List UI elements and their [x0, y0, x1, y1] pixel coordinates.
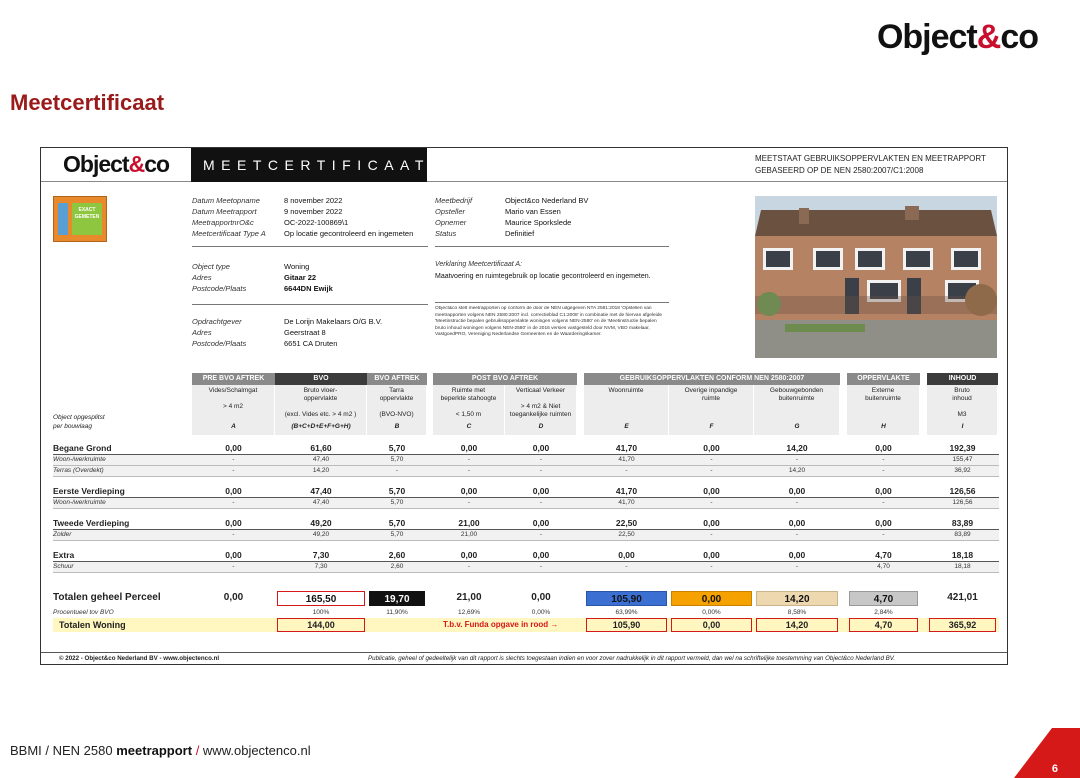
table-cell: -: [710, 499, 713, 506]
table-cell: -: [232, 467, 235, 474]
table-cell: 5,70: [390, 499, 404, 506]
table-cell: 155,47: [952, 456, 973, 463]
table-cell: 0,00: [532, 550, 550, 560]
opdrachtgever-value: De Lorijn Makelaars O/G B.V.: [284, 317, 383, 326]
table-cell: -: [625, 467, 628, 474]
subheader-col-6: Overige inpandige ruimte: [669, 385, 753, 435]
totals-cell: 0,00: [531, 592, 551, 603]
table-cell: -: [232, 499, 235, 506]
opdrachtgever-value: 6651 CA Druten: [284, 339, 338, 348]
table-cell: -: [710, 531, 713, 538]
subheader-col-7: Gebouwgebonden buitenruimte: [754, 385, 839, 435]
cert-brand-amp: &: [128, 151, 145, 177]
meta-right-value: Definitief: [505, 229, 535, 238]
table-row: [53, 530, 999, 540]
table-cell: -: [539, 563, 543, 570]
table-cell: -: [882, 531, 885, 538]
woning-cell: 14,20: [756, 618, 838, 632]
object-info: [192, 261, 432, 295]
row-name: Zolder: [53, 531, 72, 538]
totals-row: [53, 590, 999, 606]
table-cell: 18,18: [951, 550, 974, 560]
percentage-cell: 12,69%: [457, 609, 481, 616]
meta-right-label: Opnemer: [435, 218, 467, 227]
table-cell: 4,70: [877, 563, 890, 570]
table-cell: 83,89: [951, 518, 974, 528]
table-cell: 21,00: [458, 518, 480, 528]
column-letter: E: [624, 423, 629, 430]
meta-right-value: Mario van Essen: [505, 207, 561, 216]
meta-right-label: Opsteller: [435, 207, 466, 216]
totals-cell: 421,01: [947, 592, 978, 603]
table-cell: 0,00: [532, 486, 550, 496]
object-split-label: Object opgesplitst: [53, 414, 105, 421]
group-pre-bvo-aftrek: PRE BVO AFTREK: [192, 373, 275, 385]
table-cell: -: [539, 499, 543, 506]
woning-bvo-cell: 144,00: [277, 618, 365, 632]
table-cell: 0,00: [225, 486, 242, 496]
percentage-cell: 63,99%: [615, 609, 638, 616]
group-gebruiksoppervlakten: GEBRUIKSOPPERVLAKTEN CONFORM NEN 2580:2007: [584, 373, 840, 385]
totals-cell: 4,70: [849, 591, 918, 606]
table-cell: 126,56: [952, 499, 973, 506]
copyright-text: © 2022 - Object&co Nederland BV - www.objectenco.nl: [59, 655, 220, 662]
table-cell: 0,00: [703, 486, 720, 496]
group-post-bvo-aftrek: POST BVO AFTREK: [433, 373, 577, 385]
totals-label: Totalen geheel Perceel: [53, 592, 161, 603]
table-cell: -: [795, 531, 799, 538]
totals-cell: 165,50: [277, 591, 365, 606]
table-cell: -: [795, 563, 799, 570]
disclaimer-text: Object&co stelt meetrapporten op conform de door de NEN uitgegeven NTA 2581:2018 'Opstellen van meetrapporten volgens NEN 2580:2007 incl. correctieblad C1:2008' in combinatie met de hiervan afgeleide 'Meetinstructie bepalen gebruiksoppervlakte woningen volgens NEN-2580' en de 'Meetinstructie bepalen bruto inhoud woningen volgens NEN-2580' in de 2016 versies vastgesteld door NVM, VBO makelaar, VastgoedPRO, Vereniging Nederlandse Gemeenten en de Waarderingskamer.: [435, 306, 663, 338]
row-name: Tweede Verdieping: [53, 518, 130, 528]
cert-brand-co: co: [144, 151, 170, 177]
table-row: [53, 562, 999, 572]
corner-triangle-icon: [1014, 728, 1080, 778]
table-row: [53, 455, 999, 465]
percentage-label: Procentueel tov BVO: [53, 609, 114, 616]
table-cell: 83,89: [954, 531, 971, 538]
meta-left: [192, 195, 432, 241]
column-letter: A: [231, 423, 236, 430]
footer-link[interactable]: www.objectenco.nl: [202, 743, 311, 758]
row-name: Begane Grond: [53, 443, 112, 453]
object-label: Object type: [192, 262, 230, 271]
row-name: Eerste Verdieping: [53, 486, 125, 496]
totals-cell: 105,90: [586, 591, 667, 606]
meta-left-value: OC-2022-100869\1: [284, 218, 349, 227]
table-cell: -: [710, 456, 713, 463]
page-footer: [10, 743, 311, 758]
meta-left-value: 8 november 2022: [284, 196, 343, 205]
row-separator: [53, 476, 999, 477]
object-value: Woning: [284, 262, 310, 271]
table-cell: 22,50: [615, 518, 638, 528]
column-letter: G: [794, 423, 800, 430]
column-letter: F: [709, 423, 714, 430]
table-cell: 47,40: [312, 499, 330, 506]
footer-part2: meetrapport: [116, 743, 193, 758]
table-cell: -: [232, 531, 235, 538]
table-cell: 14,20: [786, 443, 808, 453]
woning-cell: 105,90: [586, 618, 667, 632]
object-label: Postcode/Plaats: [192, 284, 247, 293]
table-cell: -: [539, 456, 543, 463]
percentage-cell: 2,84%: [874, 609, 893, 616]
table-cell: 0,00: [618, 550, 635, 560]
meta-left-value: 9 november 2022: [284, 207, 343, 216]
row-name: Schuur: [53, 563, 74, 570]
table-cell: -: [882, 467, 885, 474]
table-cell: 0,00: [532, 518, 550, 528]
row-name: Extra: [53, 550, 75, 560]
meta-right: [435, 195, 665, 241]
row-name: Woon-/werkruimte: [53, 499, 106, 506]
table-cell: -: [395, 467, 399, 474]
percentage-cell: 8,58%: [787, 609, 807, 616]
table-cell: -: [467, 456, 471, 463]
meta-right-value: Object&co Nederland BV: [505, 196, 589, 205]
totals-cell: 14,20: [756, 591, 838, 606]
table-cell: 0,00: [225, 518, 242, 528]
publication-notice: Publicatie, geheel of gedeeltelijk van dit rapport is slechts toegestaan indien en voor zover nadrukkelijk in dit rapport vermeld, dan wel na schriftelijke toestemming van Object&co Nederland BV.: [368, 655, 896, 662]
exact-gemeten-badge-icon: [53, 196, 107, 242]
per-floor-label: per bouwlaag: [53, 423, 93, 430]
group-bvo: BVO: [275, 373, 367, 385]
table-row: [53, 498, 999, 508]
column-letter: I: [961, 423, 964, 430]
verklaring-text: Maatvoering en ruimtegebruik op locatie gecontroleerd en ingemeten.: [435, 273, 651, 280]
brand-word: Object: [876, 18, 977, 56]
table-cell: 49,20: [310, 518, 332, 528]
table-cell: -: [539, 531, 543, 538]
table-cell: 0,00: [875, 518, 892, 528]
table-cell: 0,00: [875, 443, 892, 453]
opdrachtgever-value: Geerstraat 8: [284, 328, 326, 337]
table-cell: 0,00: [703, 443, 720, 453]
cert-brand-word: Object: [63, 151, 129, 177]
table-cell: -: [467, 563, 471, 570]
table-cell: 0,00: [788, 486, 806, 496]
woning-cell: 365,92: [929, 618, 996, 632]
table-cell: 41,70: [618, 499, 635, 506]
badge-label: EXACT GEMETEN: [72, 203, 102, 235]
opdrachtgever-label: Opdrachtgever: [192, 317, 242, 326]
house-photo: [755, 196, 997, 358]
opdrachtgever-info: [192, 316, 432, 350]
subheader-col-9: Bruto inhoud M3: [927, 385, 997, 435]
table-cell: -: [882, 499, 885, 506]
table-cell: 0,00: [875, 486, 892, 496]
table-cell: 18,18: [954, 563, 971, 570]
certificate-banner: MEETCERTIFICAAT: [191, 148, 427, 182]
table-cell: 49,20: [312, 531, 330, 538]
totals-cell: 19,70: [369, 591, 425, 606]
table-cell: 126,56: [949, 486, 976, 496]
column-letter: (B+C+D+E+F+G+H): [291, 423, 351, 430]
meta-right-label: Status: [435, 229, 457, 238]
table-row: [53, 517, 999, 529]
table-cell: 0,00: [703, 518, 720, 528]
row-separator: [53, 572, 999, 573]
table-cell: 0,00: [788, 550, 806, 560]
totalen-woning-row: [53, 618, 999, 632]
subheader-col-4: Verticaal Verkeer > 4 m2 & Niet toegankelijke ruimten: [505, 385, 576, 435]
column-letter: C: [466, 423, 472, 430]
subheader-col-0: Vides/Schalmgat > 4 m2: [192, 385, 274, 435]
verklaring-label: Verklaring Meetcertificaat A:: [435, 261, 523, 268]
table-cell: 22,50: [618, 531, 635, 538]
totals-cell: 0,00: [223, 592, 244, 603]
totals-cell: 0,00: [671, 591, 752, 606]
table-cell: 14,20: [788, 467, 806, 474]
subheader-col-1: Bruto vloer- oppervlakte (excl. Vides etc. > 4 m2 ): [275, 385, 366, 435]
table-row: [53, 485, 999, 497]
subheader-col-3: Ruimte met beperkte stahoogte < 1,50 m: [433, 385, 504, 435]
object-value: 6644DN Ewijk: [284, 284, 333, 293]
table-row: [53, 466, 999, 476]
meta-left-label: Meetcertificaat Type A: [192, 229, 266, 238]
table-cell: 0,00: [460, 443, 478, 453]
woning-cell: 4,70: [849, 618, 918, 632]
table-cell: 5,70: [388, 486, 406, 496]
table-cell: 14,20: [312, 467, 330, 474]
meta-left-label: Datum Meetopname: [192, 196, 260, 205]
meta-right-value: Maurice Sporkslede: [505, 218, 572, 227]
table-cell: 0,00: [703, 550, 720, 560]
table-cell: -: [232, 456, 235, 463]
table-cell: 0,00: [460, 550, 478, 560]
table-cell: 0,00: [460, 486, 478, 496]
subheader-col-8: Externe buitenruimte: [847, 385, 919, 435]
table-cell: -: [710, 467, 713, 474]
table-cell: 2,60: [390, 563, 404, 570]
percentage-cell: 11,90%: [386, 609, 408, 616]
table-cell: -: [467, 499, 471, 506]
subheader-col-2: Tarra oppervlakte (BVO-NVO): [367, 385, 426, 435]
row-name: Terras (Overdekt): [53, 467, 104, 474]
woning-cell: 0,00: [671, 618, 752, 632]
page-title: Meetcertificaat: [10, 90, 165, 115]
meta-right-label: Meetbedrijf: [435, 196, 473, 205]
subheader-col-5: Woonruimte: [584, 385, 668, 435]
table-cell: -: [625, 563, 628, 570]
table-cell: 7,30: [312, 550, 330, 560]
opdrachtgever-label: Postcode/Plaats: [192, 339, 247, 348]
table-cell: 2,60: [388, 550, 406, 560]
table-cell: 0,00: [788, 518, 806, 528]
totalen-woning-label: Totalen Woning: [59, 620, 126, 630]
table-cell: 41,70: [618, 456, 635, 463]
table-cell: -: [882, 456, 885, 463]
divider: [192, 304, 428, 305]
column-letter: B: [394, 423, 400, 430]
table-cell: 61,60: [310, 443, 332, 453]
table-cell: 47,40: [312, 456, 330, 463]
row-name: Woon-/werkruimte: [53, 456, 106, 463]
meta-left-label: Datum Meetrapport: [192, 207, 257, 216]
table-cell: -: [795, 456, 799, 463]
percentage-cell: 0,00%: [702, 609, 721, 616]
column-letter: D: [538, 423, 544, 430]
table-cell: -: [539, 467, 543, 474]
group-inhoud: INHOUD: [927, 373, 998, 385]
brand-co: co: [1000, 18, 1038, 56]
table-cell: 47,40: [310, 486, 332, 496]
opdrachtgever-label: Adres: [192, 328, 212, 337]
brand-amp: &: [976, 18, 1001, 56]
table-cell: 21,00: [460, 531, 478, 538]
table-cell: 41,70: [615, 443, 638, 453]
certificate-footer: [41, 652, 1007, 662]
badge-stripe: [58, 203, 68, 235]
row-separator: [53, 540, 999, 541]
certificate-logo: [63, 151, 169, 178]
certificate-subtitle: MEETSTAAT GEBRUIKSOPPERVLAKTEN EN MEETRAPPORT GEBASEERD OP DE NEN 2580:2007/C1:2008: [755, 154, 986, 175]
table-cell: -: [467, 467, 471, 474]
meta-left-label: MeetrapportnrO&c: [192, 218, 254, 227]
table-cell: -: [795, 499, 799, 506]
table-row: [53, 442, 999, 454]
row-separator: [53, 508, 999, 509]
funda-note: T.b.v. Funda opgave in rood →: [443, 620, 559, 629]
divider: [192, 246, 428, 247]
table-cell: 0,00: [532, 443, 550, 453]
totals-cell: 21,00: [456, 592, 482, 603]
measurement-certificate: [40, 147, 1008, 665]
object-label: Adres: [192, 273, 212, 282]
table-cell: 192,39: [949, 443, 976, 453]
meta-left-value: Op locatie gecontroleerd en ingemeten: [284, 229, 414, 238]
table-cell: 5,70: [390, 456, 404, 463]
table-cell: 41,70: [615, 486, 638, 496]
percentage-cell: 0,00%: [531, 609, 551, 616]
group-oppervlakte: OPPERVLAKTE: [847, 373, 920, 385]
table-cell: -: [232, 563, 235, 570]
table-cell: 4,70: [875, 550, 892, 560]
object-value: Gitaar 22: [284, 273, 317, 282]
table-cell: 7,30: [314, 563, 328, 570]
group-bvo-aftrek: BVO AFTREK: [367, 373, 427, 385]
divider: [435, 246, 669, 247]
footer-slash: /: [192, 743, 203, 758]
table-cell: 5,70: [388, 518, 406, 528]
table-cell: 5,70: [390, 531, 404, 538]
table-cell: 0,00: [225, 550, 242, 560]
certificate-header: [41, 148, 1007, 182]
percentage-row: [53, 608, 999, 617]
table-row: [53, 549, 999, 561]
percentage-cell: 100%: [312, 609, 330, 616]
table-cell: 0,00: [225, 443, 242, 453]
brand-logo: [877, 18, 1038, 57]
table-cell: -: [710, 563, 713, 570]
footer-part1: BBMI / NEN 2580: [10, 743, 117, 758]
page-number: 6: [1051, 763, 1058, 775]
table-cell: 36,92: [954, 467, 971, 474]
column-letter: H: [881, 423, 886, 430]
table-cell: 5,70: [388, 443, 406, 453]
divider: [435, 302, 669, 303]
